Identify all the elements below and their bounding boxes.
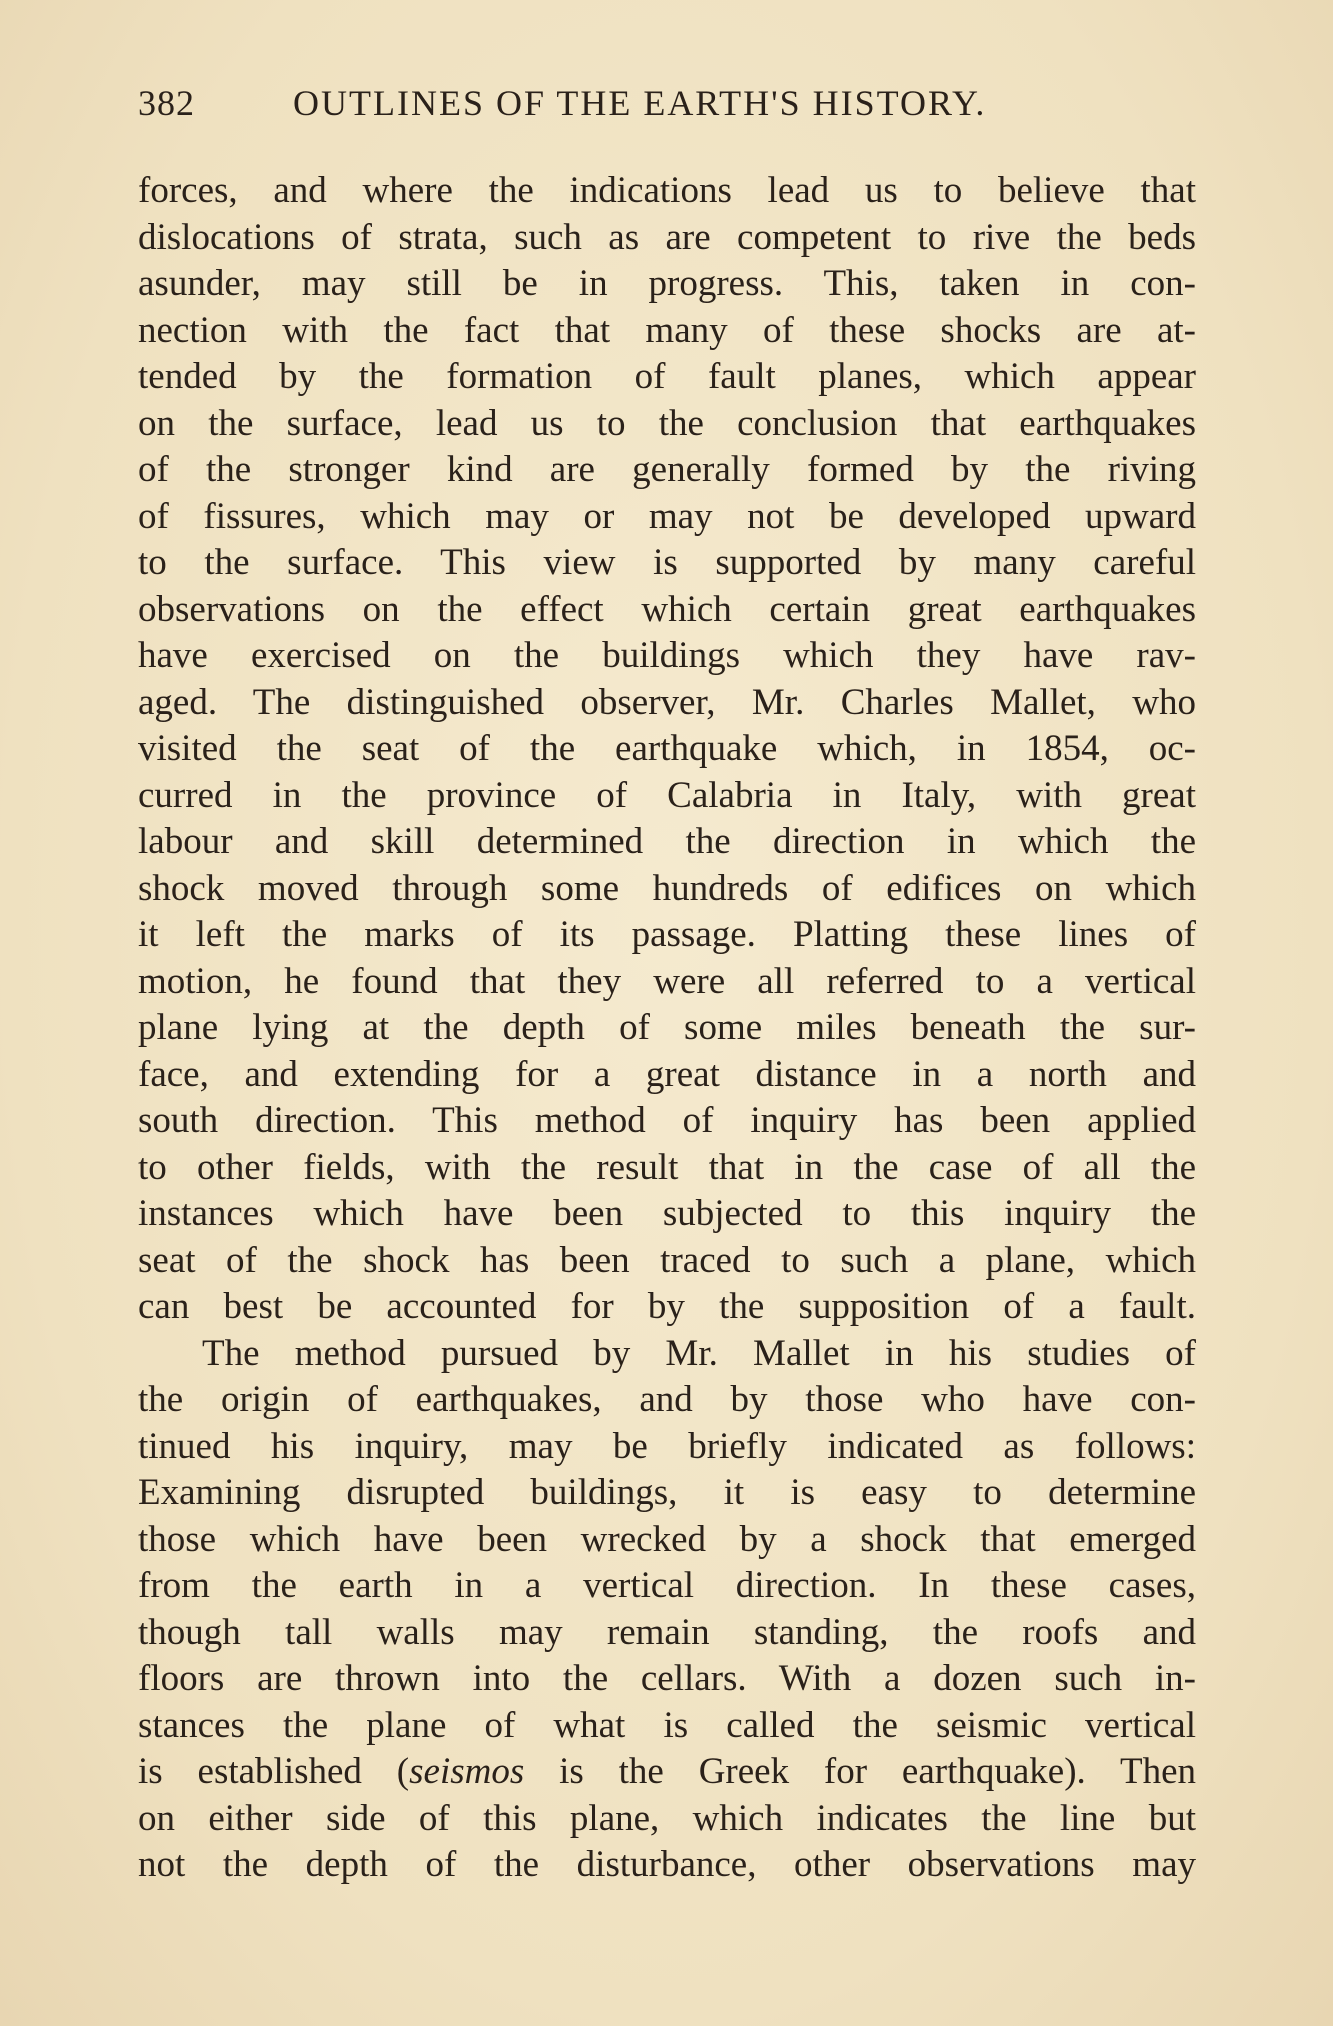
text-line: tended by the formation of fault planes, which appear [138, 356, 1196, 397]
text-line: though tall walls may remain standing, the roofs and [138, 1611, 1196, 1653]
body-text [138, 168, 1196, 1889]
text-line: have exercised on the buildings which they have rav- [138, 635, 1196, 676]
italic-term: seismos [409, 1751, 525, 1792]
text-line: seat of the shock has been traced to such a plane, which [138, 1239, 1196, 1281]
text-line: on either side of this plane, which indicates the line but [138, 1797, 1196, 1839]
running-title: OUTLINES OF THE EARTH'S HISTORY. [293, 83, 987, 123]
text-line: from the earth in a vertical direction. In these cases, [138, 1565, 1196, 1606]
page-header [138, 82, 1198, 130]
text-line: visited the seat of the earthquake which, in 1854, oc- [138, 728, 1196, 769]
text-line: it left the marks of its passage. Platting these lines of [138, 914, 1196, 955]
paragraph-start-line: The method pursued by Mr. Mallet in his studies of [202, 1332, 1196, 1374]
text-line: not the depth of the disturbance, other observations may [138, 1844, 1196, 1885]
text-line: labour and skill determined the direction in which the [138, 821, 1196, 862]
text-line: on the surface, lead us to the conclusion that earthquakes [138, 402, 1196, 444]
text-line: asunder, may still be in progress. This, taken in con- [138, 263, 1196, 304]
text-line: those which have been wrecked by a shock that emerged [138, 1518, 1196, 1560]
text-line: plane lying at the depth of some miles beneath the sur- [138, 1007, 1196, 1048]
text-line: south direction. This method of inquiry has been applied [138, 1100, 1196, 1141]
text-line: forces, and where the indications lead us to believe that [138, 170, 1196, 211]
text-line: dislocations of strata, such as are competent to rive the beds [138, 216, 1196, 258]
text-line: floors are thrown into the cellars. With a dozen such in- [138, 1658, 1196, 1699]
text-line: of fissures, which may or may not be developed upward [138, 495, 1196, 537]
text-line: the origin of earthquakes, and by those who have con- [138, 1379, 1196, 1420]
text-line: face, and extending for a great distance in a north and [138, 1053, 1196, 1095]
text-line: nection with the fact that many of these shocks are at- [138, 309, 1196, 351]
text-segment: is the Greek for earthquake). Then [524, 1751, 1196, 1792]
text-line: tinued his inquiry, may be briefly indicated as follows: [138, 1425, 1196, 1467]
text-line: Examining disrupted buildings, it is easy to determine [138, 1472, 1196, 1513]
text-line: shock moved through some hundreds of edifices on which [138, 867, 1196, 909]
text-line-seismos [138, 1749, 1196, 1796]
text-line: aged. The distinguished observer, Mr. Charles Mallet, who [138, 681, 1196, 723]
text-line: to other fields, with the result that in the case of all the [138, 1146, 1196, 1188]
text-line: to the surface. This view is supported by many careful [138, 542, 1196, 583]
text-segment: is established ( [138, 1751, 410, 1792]
text-line: curred in the province of Calabria in Italy, with great [138, 774, 1196, 816]
text-line: instances which have been subjected to this inquiry the [138, 1193, 1196, 1234]
text-line: motion, he found that they were all referred to a vertical [138, 960, 1196, 1002]
text-line: of the stronger kind are generally formed by the riving [138, 449, 1196, 490]
page-number: 382 [138, 83, 195, 123]
paragraph-end-line: can best be accounted for by the supposition of a fault. [138, 1286, 1196, 1327]
text-line: observations on the effect which certain great earthquakes [138, 588, 1196, 630]
text-line: stances the plane of what is called the seismic vertical [138, 1704, 1196, 1746]
